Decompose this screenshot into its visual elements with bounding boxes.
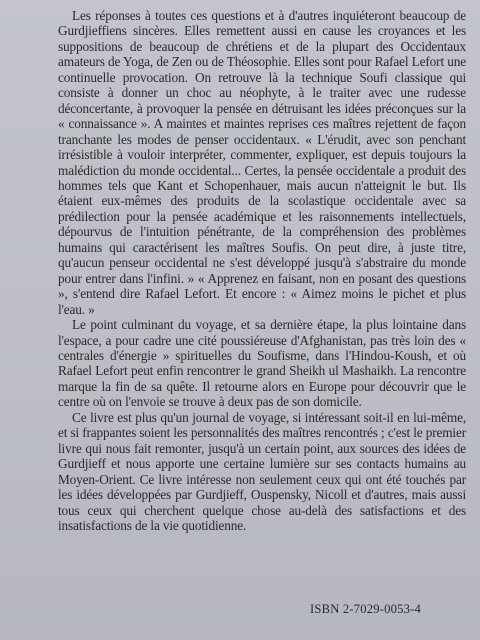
blurb-paragraph-3: Ce livre est plus qu'un journal de voyage, si intéressant soit-il en lui-même, et si frappantes soient les personnalités des maîtres rencontrés ; c'est le premier livre qui nous fait remonter, jusqu'à un certain point, aux sources des idées de Gurdjieff et nous apporte une certaine lumière sur ses contacts humains au Moyen-Orient. Ce livre intéresse non seulement ceux qui ont été touchés par les idées développées par Gurdjieff, Ouspensky, Nicoll et d'autres, mais aussi tous ceux qui cherchent quelque chose au-delà des satisfactions et des insatisfactions de la vie quotidienne. (58, 409, 466, 533)
isbn-number: ISBN 2-7029-0053-4 (310, 602, 421, 616)
blurb-text (58, 8, 466, 533)
blurb-paragraph-1: Les réponses à toutes ces questions et à d'autres inquiéteront beaucoup de Gurdjieffiens sincères. Elles remettent aussi en cause les croyances et les suppositions de beaucoup de chrétiens et de la plupart des Occidentaux amateurs de Yoga, de Zen ou de Théosophie. Elles sont pour Rafael Lefort une continuelle provocation. On retrouve là la technique Soufi classique qui consiste à donner un choc au néophyte, à le traiter avec une rudesse déconcertante, à provoquer la pensée en détruisant les idées préconçues sur la « connaissance ». A maintes et maintes reprises ces maîtres rejettent de façon tranchante les modes de penser occidentaux. « L'érudit, avec son penchant irrésistible à vouloir interpréter, commenter, expliquer, est depuis toujours la malédiction du monde occidental... Certes, la pensée occidentale a produit des hommes tels que Kant et Schopenhauer, mais aucun n'atteignit le but. Ils étaient eux-mêmes des produits de la scolastique occidentale avec sa prédilection pour la pensée académique et les raisonnements intellectuels, dépourvus de l'intuition pénétrante, de la compréhension des problèmes humains qui caractérisent les maîtres Soufis. On peut dire, à juste titre, qu'aucun penseur occidental ne s'est développé jusqu'à s'abstraire du monde pour entrer dans l'infini. » « Apprenez en faisant, non en posant des questions », s'entend dire Rafael Lefort. Et encore : « Aimez moins le pichet et plus l'eau. » (58, 8, 466, 317)
blurb-paragraph-2: Le point culminant du voyage, et sa dernière étape, la plus lointaine dans l'espace, a pour cadre une cité poussiéreuse d'Afghanistan, pas très loin des « centrales d'énergie » spirituelles du Soufisme, dans l'Hindou-Koush, et où Rafael Lefort peut enfin rencontrer le grand Sheikh ul Mashaikh. La rencontre marque la fin de sa quête. Il retourne alors en Europe pour découvrir que le centre où on l'envoie se trouve à deux pas de son domicile. (58, 317, 466, 410)
